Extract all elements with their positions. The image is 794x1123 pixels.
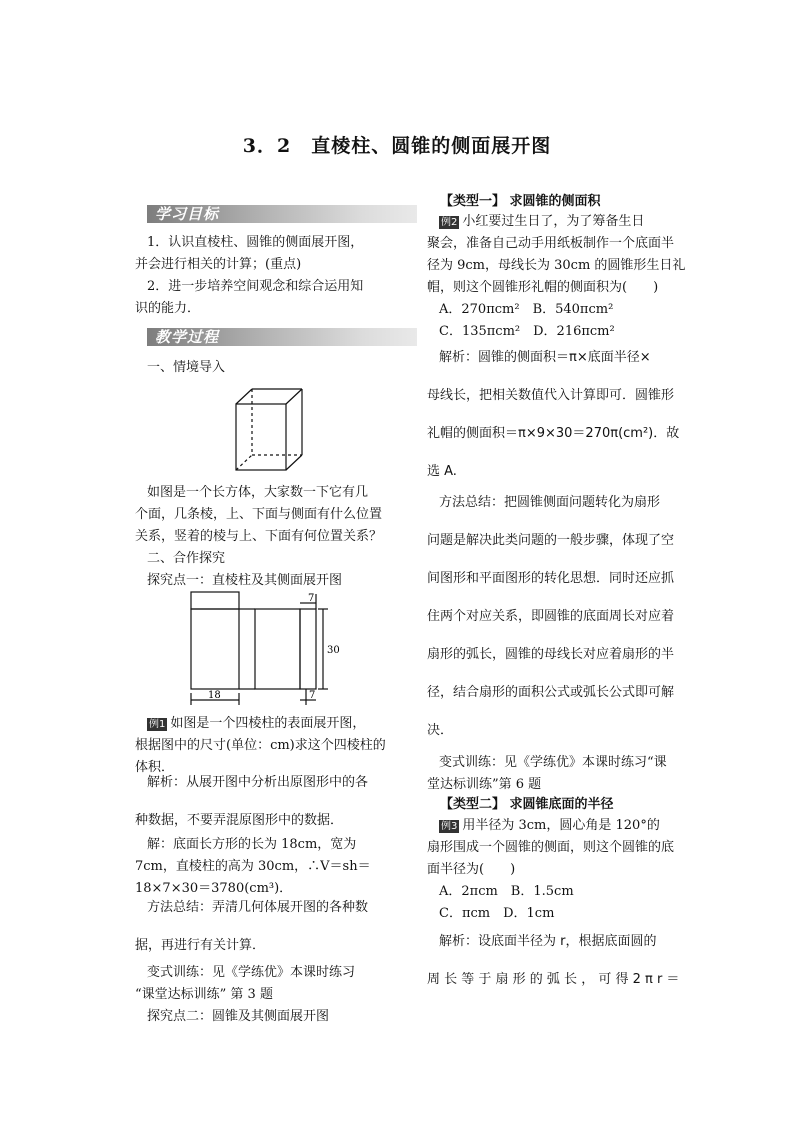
analysis-3-line-2: 周 长 等 于 扇 形 的 弧 长 ， 可 得 2 π r ＝ [427, 972, 680, 987]
example-3-line-3: 面半径为( ) [427, 862, 516, 877]
analysis-2-line-3: 礼帽的侧面积＝π×9×30＝270π(cm²)．故 [427, 426, 680, 441]
example-2-line-2: 聚会，准备自己动手用纸板制作一个底面半 [427, 236, 675, 251]
summary-2-line-7: 决． [427, 723, 454, 738]
example-3-options-1: A．2πcm B．1.5cm [439, 884, 574, 899]
example-3-line-2: 扇形围成一个圆锥的侧面，则这个圆锥的底 [427, 840, 675, 855]
intro-line-3: 关系，竖着的棱与上、下面有何位置关系？ [135, 529, 383, 544]
prism-net-figure [188, 590, 348, 710]
section-banner-goals [147, 205, 417, 223]
type-2-heading: 【类型二】 求圆锥底面的半径 [440, 797, 614, 812]
example-1-badge: 例1 [149, 719, 166, 730]
example-3-badge: 例3 [441, 821, 458, 832]
example-2 [427, 211, 707, 343]
summary-2-line-1: 方法总结：把圆锥侧面问题转化为扇形 [439, 495, 661, 510]
summary-1-line-2: 据，再进行有关计算． [135, 938, 266, 953]
subheading-intro: 一、情境导入 [147, 360, 226, 375]
goal-2: 2．进一步培养空间观念和综合运用知 [147, 279, 364, 294]
summary-2-line-3: 间图形和平面图形的转化思想．同时还应抓 [427, 571, 675, 586]
dim-18: 18 [208, 690, 221, 701]
example-2-badge: 例2 [441, 217, 458, 228]
intro-line-2: 个面，几条棱，上、下面与侧面有什么位置 [135, 507, 383, 522]
variation-2-line-2: 堂达标训练”第 6 题 [427, 777, 542, 792]
analysis-1-line-1: 解析：从展开图中分析出原图形中的各 [147, 775, 369, 790]
summary-2-line-6: 径，结合扇形的面积公式或弧长公式即可解 [427, 685, 675, 700]
variation-1 [135, 962, 417, 1028]
variation-1-line-1: 变式训练：见《学练优》本课时练习 [147, 965, 356, 980]
example-2-options-2: C．135πcm² D．216πcm² [439, 324, 615, 339]
variation-2-line-1: 变式训练：见《学练优》本课时练习“课 [439, 755, 667, 770]
example-3-line-1: 用半径为 3cm，圆心角是 120°的 [462, 818, 660, 833]
example-1-line-2: 根据图中的尺寸(单位：cm)求这个四棱柱的 [135, 738, 386, 753]
dim-top-7: 7 [308, 593, 315, 604]
example-2-line-4: 帽，则这个圆锥形礼帽的侧面积为( ) [427, 280, 659, 295]
dim-30: 30 [327, 645, 340, 656]
summary-2 [427, 478, 707, 756]
example-2-line-1: 小红要过生日了，为了筹备生日 [462, 214, 645, 229]
analysis-3-line-1: 解析：设底面半径为 r，根据底面圆的 [439, 934, 657, 949]
solution-1-line-3: 18×7×30＝3780(cm³)． [135, 881, 293, 896]
summary-2-line-2: 问题是解决此类问题的一般步骤，体现了空 [427, 533, 675, 548]
goal-1-cont: 并会进行相关的计算；(重点) [135, 257, 302, 272]
variation-2 [427, 752, 707, 796]
solution-1-line-1: 解：底面长方形的长为 18cm，宽为 [147, 837, 357, 852]
analysis-2 [427, 333, 707, 497]
example-1-line-3: 体积． [135, 760, 175, 775]
analysis-2-line-1: 解析：圆锥的侧面积＝π×底面半径× [439, 350, 651, 365]
subheading-explore: 二、合作探究 [147, 551, 226, 566]
solution-1-line-2: 7cm，直棱柱的高为 30cm，∴V＝sh＝ [135, 859, 371, 874]
section-title-process: 教学过程 [155, 328, 220, 346]
example-2-line-3: 径为 9cm，母线长为 30cm 的圆锥形生日礼 [427, 258, 686, 273]
summary-2-line-5: 扇形的弧长，圆锥的母线长对应着扇形的半 [427, 647, 675, 662]
goal-1: 1．认识直棱柱、圆锥的侧面展开图， [147, 235, 364, 250]
analysis-1-line-2: 种数据，不要弄混原图形中的数据． [135, 813, 344, 828]
summary-1 [135, 883, 417, 971]
summary-1-line-1: 方法总结：弄清几何体展开图的各种数 [147, 900, 369, 915]
analysis-2-line-4: 选 A. [427, 464, 457, 479]
analysis-3 [427, 917, 707, 1005]
goal-2-cont: 识的能力． [135, 301, 201, 316]
page-title: 3．2 直棱柱、圆锥的侧面展开图 [242, 135, 552, 157]
example-2-options-1: A．270πcm² B．540πcm² [439, 302, 614, 317]
analysis-1 [135, 758, 417, 846]
section-banner-process [147, 328, 417, 346]
explore-point-1: 探究点一：直棱柱及其侧面展开图 [147, 573, 343, 588]
explore-point-2: 探究点二：圆锥及其侧面展开图 [147, 1009, 330, 1024]
example-1-line-1: 如图是一个四棱柱的表面展开图， [170, 716, 366, 731]
variation-1-line-2: “课堂达标训练” 第 3 题 [135, 987, 273, 1002]
example-3 [427, 815, 707, 925]
analysis-2-line-2: 母线长，把相关数值代入计算即可．圆锥形 [427, 388, 675, 403]
example-3-options-2: C．πcm D．1cm [439, 906, 555, 921]
intro-paragraph [135, 482, 417, 548]
goals-block [135, 232, 417, 320]
intro-line-1: 如图是一个长方体，大家数一下它有几 [147, 485, 369, 500]
summary-2-line-4: 住两个对应关系，即圆锥的底面周长对应着 [427, 609, 675, 624]
section-title-goals: 学习目标 [155, 205, 220, 223]
type-1-heading: 【类型一】 求圆锥的侧面积 [440, 194, 601, 209]
dim-bottom-7: 7 [309, 690, 316, 701]
cuboid-figure [230, 386, 310, 476]
